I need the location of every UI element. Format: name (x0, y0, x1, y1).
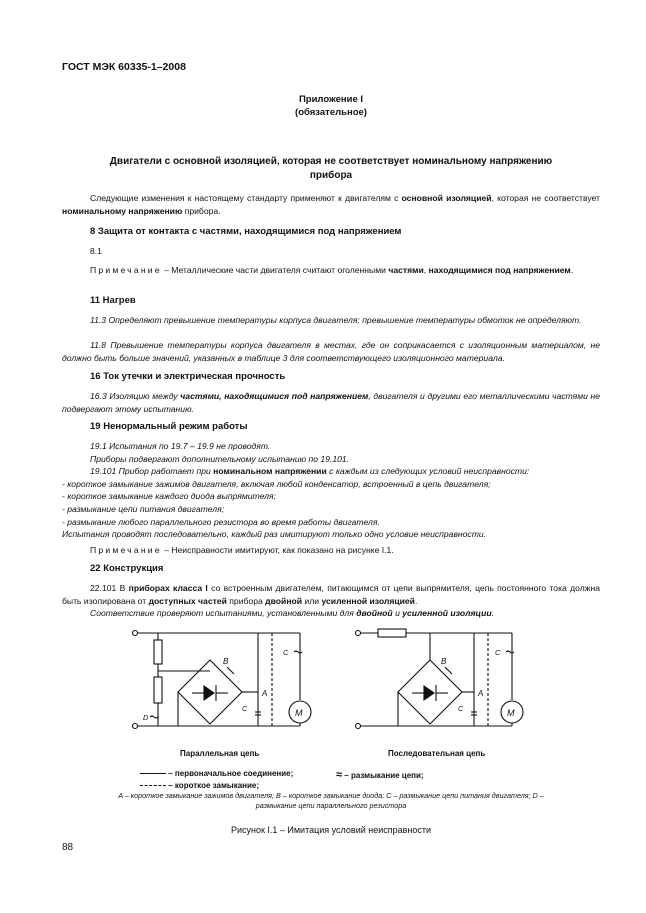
fault-3: - размыкание цепи питания двигателя; (62, 503, 225, 514)
figure-title: Рисунок I.1 – Имитация условий неисправности (230, 825, 432, 835)
terminal-bottom-left-2 (356, 724, 361, 729)
diode-symbol-2 (424, 686, 434, 700)
clause-22-101: 22.101 В приборах класса I со встроенным двигателем, питающимся от цепи выпрямителя, цепь постоянного тока должна быть изолирована от доступных частей прибора двойной или усиленной изоляцией. (62, 583, 600, 606)
appendix-heading (62, 93, 600, 119)
document-header: ГОСТ МЭК 60335-1–2008 (62, 61, 186, 73)
intro-paragraph: Следующие изменения к настоящему стандарту применяют к двигателям с основной изоляцией, которая не соответствует номинальному напряжению прибора. (62, 193, 600, 216)
fault-4: - размыкание любого параллельного резистора во время работы двигателя. (62, 516, 380, 527)
series-circuit-label: Последовательная цепь (388, 749, 486, 758)
parallel-circuit (133, 631, 312, 729)
section-16-heading: 16 Ток утечки и электрическая прочность (90, 371, 286, 382)
legend-original: – первоначальное соединение; (140, 769, 293, 778)
section-11-heading: 11 Нагрев (90, 295, 136, 306)
resistor-1 (154, 640, 162, 664)
clause-19-1: 19.1 Испытания по 19.7 – 19.9 не проводят. (90, 441, 271, 451)
motor-label: M (295, 708, 303, 718)
mark-b: B (223, 657, 229, 666)
appendix-main-title (62, 155, 600, 183)
caption-line-1: A – короткое замыкание зажимов двигателя; B – короткое замыкание диода; C – размыкание цепи питания двигателя; D – (118, 791, 544, 800)
clause-16-3: 16.3 Изоляцию между частями, находящимися под напряжением, двигателя и другими его металлическими частями не подвергают этому испытанию. (62, 391, 601, 414)
clause-19-1-extra: Приборы подвергают дополнительному испытанию по 19.101. (90, 453, 350, 464)
mark-a-2: A (478, 689, 484, 698)
clause-8-1: 8.1 (90, 246, 102, 256)
note-19: Примечание – Неисправности имитируют, как показано на рисунке I.1. (90, 545, 394, 555)
figure-legend-caption (62, 791, 600, 811)
legend-short: – короткое замыкание; (140, 781, 259, 790)
terminal-top-left-2 (356, 631, 361, 636)
dashed-line-swatch (140, 785, 166, 786)
section-19-body (62, 440, 600, 541)
motor-label-2: M (507, 708, 515, 718)
mark-b-2: B (441, 657, 447, 666)
capacitor-label-2: C (458, 706, 464, 713)
parallel-resistor (154, 677, 162, 703)
section-19-heading: 19 Ненормальный режим работы (90, 421, 248, 432)
fault-1: - короткое замыкание зажимов двигателя, включая любой конденсатор, встроенный в цепь двигателя; (62, 478, 491, 489)
caption-line-2: размыкание цепи параллельного резистора (255, 801, 407, 810)
diode-symbol (204, 686, 214, 700)
clause-11-3: 11.3 Определяют превышение температуры корпуса двигателя; превышение температуры обмоток не определяют. (90, 315, 582, 325)
parallel-circuit-label: Параллельная цепь (180, 749, 260, 758)
section-8-heading: 8 Защита от контакта с частями, находящимися под напряжением (90, 226, 402, 237)
fault-2: - короткое замыкание каждого диода выпрямителя; (62, 491, 276, 502)
solid-line-swatch (140, 773, 166, 774)
section-22-heading: 22 Конструкция (90, 563, 164, 574)
mark-c: C (283, 648, 289, 657)
series-circuit (356, 629, 524, 729)
title-line-1: Двигатели с основной изоляцией, которая не соответствует номинальному напряжению (109, 156, 553, 167)
mark-a: A (262, 689, 268, 698)
terminal-top-left (133, 631, 138, 636)
compliance-check: Соответствие проверяют испытаниями, установленными для двойной и усиленной изоляции. (90, 608, 494, 618)
terminal-bottom-left (133, 724, 138, 729)
clause-19-101: 19.101 Прибор работает при номинальном напряжении с каждым из следующих условий неисправности: (90, 466, 530, 477)
note-8: Примечание – Металлические части двигателя считают оголенными частями, находящимися под напряжением. (90, 265, 574, 275)
test-sequence: Испытания проводят последовательно, каждый раз имитируют только одно условие неисправности. (62, 529, 487, 540)
mark-d: D (143, 713, 149, 722)
legend-open: ≈ – размыкание цепи; (336, 769, 424, 781)
capacitor-label: C (242, 706, 248, 713)
appendix-title: Приложение I (298, 94, 364, 105)
mark-c-2: C (495, 648, 501, 657)
clause-11-8: 11.8 Превышение температуры корпуса двигателя в местах, где он соприкасается с изоляционным материалом, не должно быть больше значений, указанных в таблице 3 для соответствующего изоляционного материала. (62, 340, 600, 363)
fault-simulation-diagram (110, 622, 550, 762)
open-circuit-symbol: ≈ (336, 769, 343, 781)
series-resistor (378, 629, 406, 637)
page-number: 88 (62, 842, 74, 853)
appendix-status: (обязательное) (295, 107, 367, 118)
title-line-2: прибора (309, 170, 353, 181)
